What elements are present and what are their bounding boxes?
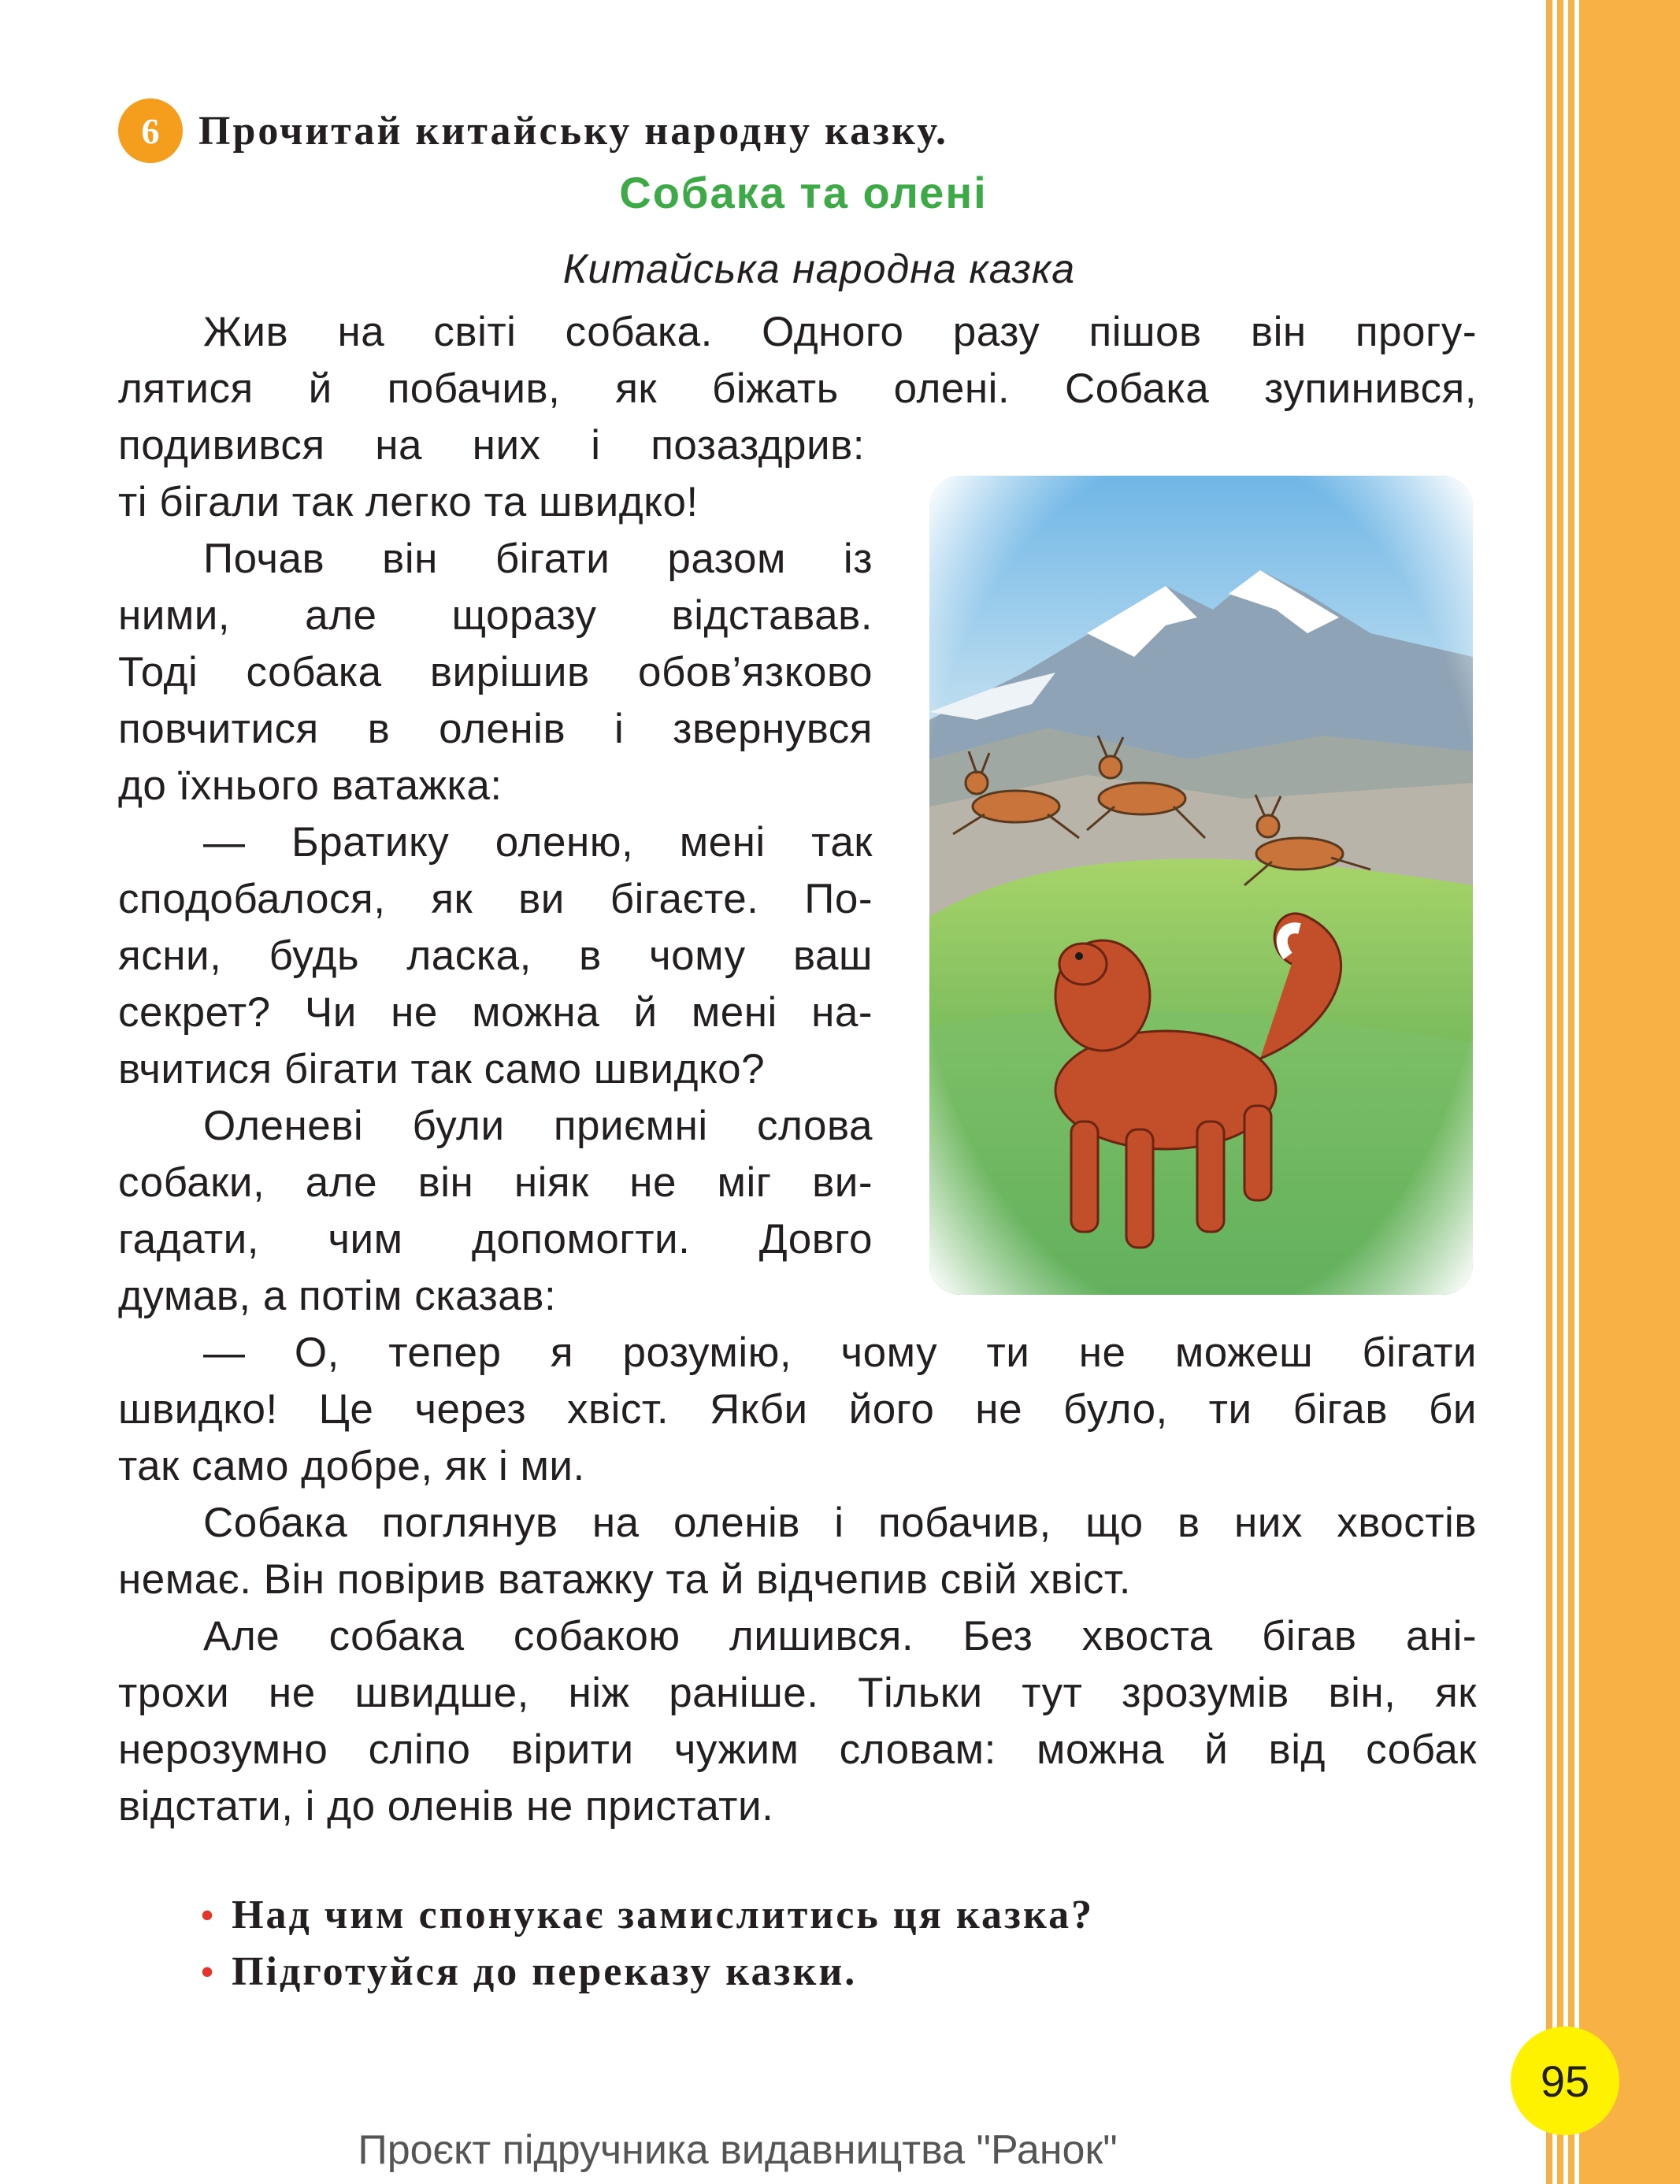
story-line: Почав він бігати разом із [203, 536, 873, 582]
story-line: нерозумно сліпо вірити чужим словам: можна й від собак [118, 1726, 1477, 1773]
story-line: лятися й побачив, як біжать олені. Собака зупинився, [118, 365, 1477, 412]
story-line: немає. Він повірив ватажку та й відчепив свій хвіст. [118, 1556, 1131, 1603]
dog-and-deer-illustration [929, 476, 1473, 1295]
story-line: вчитися бігати так само швидко? [118, 1046, 766, 1092]
bullet-dot-icon: • [201, 1951, 217, 1992]
story-title: Собака та олені [619, 168, 988, 217]
story-line: ними, але щоразу відставав. [118, 592, 873, 639]
story-line: — Братику оленю, мені так [203, 819, 873, 866]
task-number-badge: 6 [118, 98, 183, 163]
page-edge-stripe [1546, 0, 1680, 2184]
story-line: Жив на світі собака. Одного разу пішов він прогу- [203, 309, 1477, 355]
question-text: Над чим спонукає замислитись ця казка? [232, 1892, 1095, 1937]
story-line: до їхнього ватажка: [118, 762, 503, 809]
story-line: Тоді собака вирішив обов’язково [118, 649, 873, 695]
story-line: — О, тепер я розумію, чому ти не можеш бігати [203, 1329, 1477, 1376]
question-item [201, 1943, 1094, 2000]
story-line: сподобалося, як ви бігаєте. По- [118, 876, 873, 922]
story-line: швидко! Це через хвіст. Якби його не було, ти бігав би [118, 1386, 1477, 1433]
stripe-line [1552, 0, 1557, 2184]
story-subtitle: Китайська народна казка [562, 247, 1076, 292]
story-line: Але собака собакою лишився. Без хвоста бігав ані- [203, 1613, 1477, 1659]
question-text: Підготуйся до переказу казки. [232, 1949, 858, 1994]
story-line: собаки, але він ніяк не міг ви- [118, 1159, 873, 1206]
story-illustration [929, 476, 1473, 1295]
task-instruction: Прочитай китайську народну казку. [198, 108, 949, 154]
story-line: гадати, чим допомогти. Довго [118, 1216, 873, 1263]
task-header [118, 99, 948, 162]
story-line: повчитися в оленів і звернувся [118, 706, 873, 752]
story-line: думав, а потім сказав: [118, 1273, 557, 1319]
page-number: 95 [1511, 2026, 1619, 2135]
story-line: подивився на них і позаздрив: [118, 422, 865, 469]
story-line: Собака поглянув на оленів і побачив, що в них хвостів [203, 1500, 1477, 1546]
story-line: трохи не швидше, ніж раніше. Тільки тут зрозумів він, як [118, 1670, 1477, 1716]
questions-list [201, 1886, 1094, 2000]
stripe-line [1563, 0, 1568, 2184]
story-line: так само добре, як і ми. [118, 1443, 585, 1489]
footer-text: Проєкт підручника видавництва "Ранок" [358, 2127, 1118, 2173]
story-line: Оленеві були приємні слова [203, 1103, 873, 1149]
bullet-dot-icon: • [201, 1894, 217, 1935]
story-line: ясни, будь ласка, в чому ваш [118, 933, 873, 979]
story-line: секрет? Чи не можна й мені на- [118, 989, 873, 1036]
stripe-line [1574, 0, 1579, 2184]
story-line: ті бігали так легко та швидко! [118, 479, 699, 525]
question-item [201, 1886, 1094, 1943]
story-line: відстати, і до оленів не пристати. [118, 1783, 774, 1830]
